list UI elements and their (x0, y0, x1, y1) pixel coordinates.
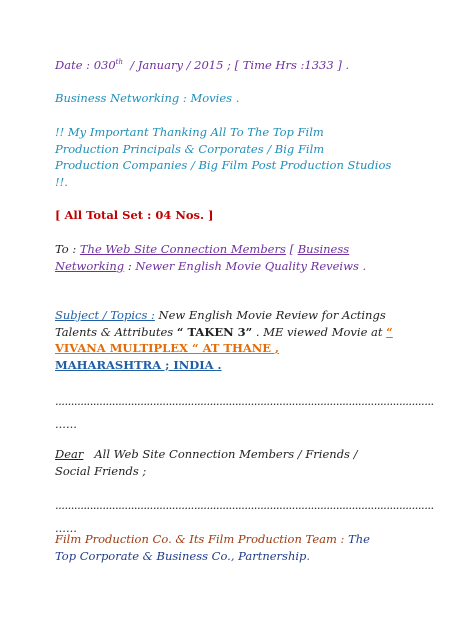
thanks-line: !! My Important Thanking All To The Top Film (55, 125, 324, 139)
date-text: Date : 030 (55, 57, 116, 72)
subject-text: Talents & Attributes (55, 324, 174, 339)
quote-mark: “ (386, 324, 393, 339)
date-rest: / January / 2015 ; [ Time Hrs :1333 ] . (130, 57, 350, 72)
dotted-tail: ...... (55, 416, 77, 431)
date-suffix: th (115, 58, 123, 66)
date-line (55, 54, 400, 73)
venue-link[interactable]: VIVANA MULTIPLEX “ AT THANE , (55, 341, 280, 355)
movie-title: “ TAKEN 3” (176, 324, 253, 339)
thanks-line: !!. (55, 174, 68, 189)
separator-1 (55, 393, 434, 432)
total-set-heading: [ All Total Set : 04 Nos. ] (55, 208, 214, 222)
subject-block (55, 307, 400, 373)
to-block (55, 241, 400, 274)
closing-period: . (306, 548, 311, 563)
closing-text: The (348, 532, 370, 546)
business-networking-line: Business Networking : Movies . (55, 91, 240, 105)
greeting-block (55, 446, 400, 479)
colon-text: : (127, 258, 132, 273)
thanks-line: Production Companies / Big Film Post Production Studios (55, 158, 392, 172)
to-label: To : (55, 242, 77, 256)
networking-link[interactable]: Business (297, 242, 350, 256)
bracket-text: [ (289, 242, 295, 256)
thanks-paragraph (55, 124, 400, 190)
dotted-separator: ........................................................................................................................ (55, 498, 434, 512)
subject-text: New English Movie Review for Actings (158, 308, 386, 322)
venue-location-link[interactable]: MAHARASHTRA ; INDIA . (55, 357, 222, 372)
subject-label: Subject / Topics : (55, 308, 155, 322)
subject-text: . ME viewed Movie at (255, 324, 383, 339)
dotted-tail: ...... (55, 520, 77, 535)
members-link[interactable]: The Web Site Connection Members (79, 242, 286, 256)
review-text: Newer English Movie Quality Reveiws . (135, 258, 367, 273)
greeting-word: Dear (55, 447, 84, 461)
greeting-text: All Web Site Connection Members / Friends / (94, 447, 358, 461)
thanks-line: Production Principals & Corporates / Big Film (55, 141, 325, 156)
dotted-separator: ........................................................................................................................ (55, 394, 434, 408)
closing-text: Top Corporate & Business Co., Partnership (55, 548, 307, 563)
closing-block (55, 531, 400, 564)
greeting-text: Social Friends ; (55, 463, 147, 478)
closing-text: Film Production Co. & Its Film Production Team : (55, 532, 345, 546)
networking-link-continued[interactable]: Networking (55, 258, 125, 273)
